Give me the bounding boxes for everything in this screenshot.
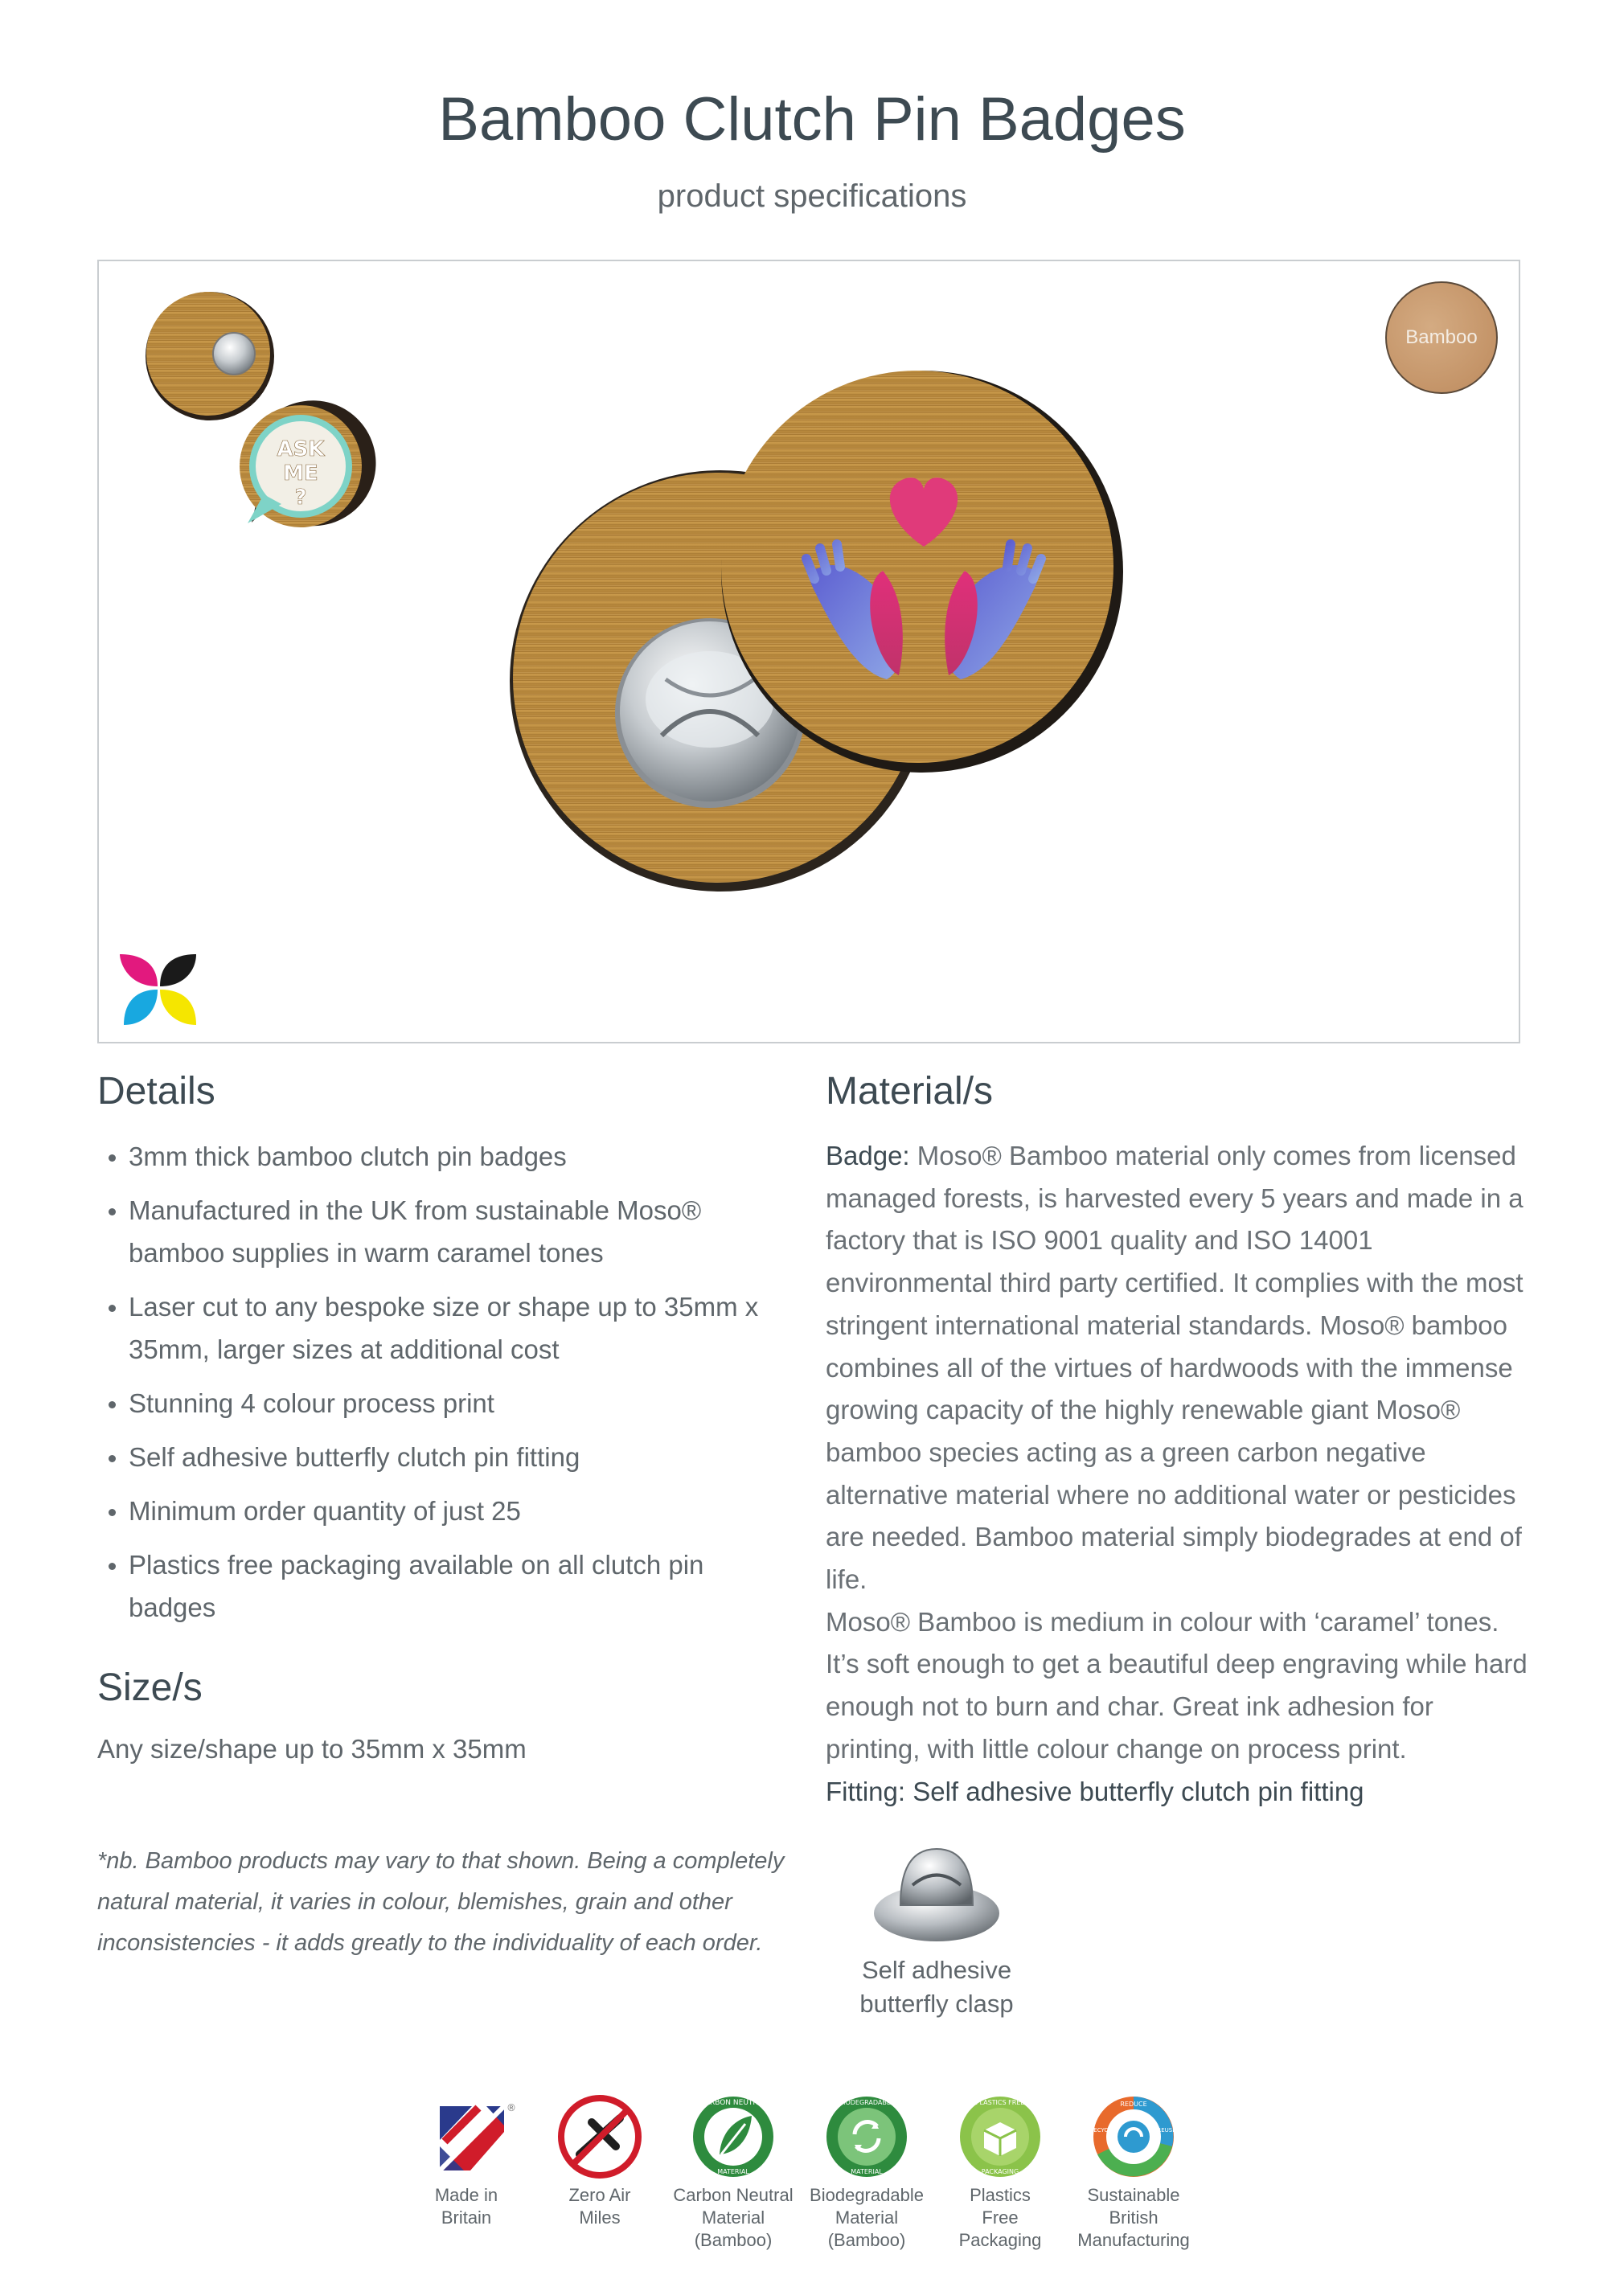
- materials-heading: Material/s: [826, 1070, 994, 1113]
- svg-text:CARBON NEUTRAL: CARBON NEUTRAL: [699, 2099, 767, 2107]
- sustainable-manufacturing-badge: [1061, 2090, 1206, 2250]
- clasp-caption: [828, 1953, 1045, 2021]
- svg-text:®: ®: [506, 2102, 516, 2113]
- material-colour-paragraph: Moso® Bamboo is medium in colour with ‘caramel’ tones. It’s soft enough to get a beautiful deep engraving while hard enough not to burn and char. Great ink adhesion for printing, with little colour change on process print.: [826, 1606, 1528, 1764]
- carbon-neutral-leaf-icon: [689, 2090, 777, 2179]
- svg-text:ASK: ASK: [277, 437, 325, 461]
- svg-text:REDUCE: REDUCE: [1120, 2101, 1147, 2108]
- fitting-label: Fitting:: [826, 1776, 906, 1806]
- certification-icons: [0, 2090, 1608, 2251]
- details-item: Laser cut to any bespoke size or shape up to 35mm x 35mm, larger sizes at additional cost: [97, 1285, 797, 1371]
- badge-label: Badge:: [826, 1141, 910, 1170]
- badge-label: Plastics: [970, 2185, 1031, 2205]
- badge-label: Packaging: [958, 2230, 1042, 2250]
- badge-label: Manufacturing: [1077, 2230, 1190, 2250]
- svg-text:PLASTICS FREE: PLASTICS FREE: [975, 2099, 1025, 2106]
- clasp-caption-line: butterfly clasp: [859, 1990, 1014, 2018]
- material-fitting-paragraph: [826, 1771, 1533, 1814]
- bamboo-material-swatch: Bamboo: [1385, 281, 1498, 394]
- badge-label: Biodegradable: [810, 2185, 924, 2205]
- fitting-description: Self adhesive butterfly clutch pin fitting: [912, 1776, 1364, 1806]
- svg-text:REUSE: REUSE: [1157, 2127, 1176, 2134]
- svg-text:?: ?: [294, 486, 307, 510]
- carbon-neutral-badge: [661, 2090, 806, 2250]
- page-title: Bamboo Clutch Pin Badges: [438, 85, 1186, 154]
- materials-body: [826, 1135, 1533, 1813]
- zero-air-miles-badge: [527, 2090, 672, 2228]
- details-list: [97, 1135, 797, 1640]
- union-flag-icon: [422, 2090, 516, 2179]
- reduce-reuse-recycle-icon: [1089, 2090, 1178, 2179]
- badge-label: Made in: [434, 2185, 498, 2205]
- svg-text:BIODEGRADABLE: BIODEGRADABLE: [839, 2099, 895, 2106]
- badge-label: (Bamboo): [694, 2230, 773, 2250]
- details-item: Manufactured in the UK from sustainable Moso® bamboo supplies in warm caramel tones: [97, 1189, 797, 1274]
- product-photo: [99, 261, 1519, 1042]
- sizes-heading: Size/s: [97, 1666, 203, 1709]
- page-subtitle: product specifications: [657, 178, 967, 214]
- svg-text:MATERIAL: MATERIAL: [851, 2168, 883, 2175]
- badge-label: Sustainable: [1087, 2185, 1180, 2205]
- thumbnail-badges: [146, 292, 376, 527]
- badge-label: Britain: [441, 2207, 492, 2228]
- badge-front: [721, 371, 1123, 773]
- badge-label: Material: [701, 2207, 765, 2228]
- badge-label: Carbon Neutral: [673, 2185, 794, 2205]
- details-item: Plastics free packaging available on all clutch pin badges: [97, 1543, 797, 1629]
- badge-label: Zero Air: [568, 2185, 631, 2205]
- cmyk-print-icon: [120, 954, 196, 1025]
- badge-description: Moso® Bamboo material only comes from licensed managed forests, is harvested every 5 years and made in a factory that is ISO 9001 quality and ISO 14001 environmental third party certified. It complies with the most stringent international material standards. Moso® bamboo combines all of the virtues of hardwoods with the immense growing capacity of the highly renewable giant Moso® bamboo species acting as a green carbon negative alternative material where no additional water or pesticides are needed. Bamboo material simply biodegrades at end of life.: [826, 1141, 1524, 1595]
- butterfly-clasp-image: [868, 1837, 1005, 1949]
- biodegradable-icon: [822, 2090, 911, 2179]
- svg-text:ME: ME: [283, 461, 318, 486]
- details-item: 3mm thick bamboo clutch pin badges: [97, 1135, 797, 1178]
- made-in-britain-badge: [394, 2090, 539, 2228]
- material-badge-paragraph: [826, 1135, 1533, 1601]
- bamboo-variation-note: *nb. Bamboo products may vary to that shown. Being a completely natural material, it varies in colour, blemishes, grain and other inconsistencies - it adds greatly to the individuality of each order.: [97, 1848, 785, 1956]
- sizes-text: Any size/shape up to 35mm x 35mm: [97, 1734, 527, 1764]
- plastics-free-badge: [928, 2090, 1072, 2250]
- badge-label: British: [1109, 2207, 1159, 2228]
- svg-text:RECYCLE: RECYCLE: [1089, 2127, 1115, 2134]
- plastics-free-packaging-icon: [956, 2090, 1044, 2179]
- details-item: Stunning 4 colour process print: [97, 1382, 797, 1424]
- badge-label: Material: [835, 2207, 899, 2228]
- product-hero-image: [97, 260, 1520, 1043]
- details-heading: Details: [97, 1070, 215, 1113]
- no-plane-icon: [556, 2090, 644, 2179]
- details-item: Self adhesive butterfly clutch pin fitting: [97, 1436, 797, 1478]
- details-item: Minimum order quantity of just 25: [97, 1490, 797, 1532]
- svg-text:MATERIAL: MATERIAL: [717, 2168, 749, 2175]
- badge-label: Miles: [579, 2207, 621, 2228]
- svg-text:PACKAGING: PACKAGING: [981, 2168, 1019, 2175]
- badge-label: (Bamboo): [827, 2230, 906, 2250]
- badge-label: Free: [982, 2207, 1019, 2228]
- clasp-caption-line: Self adhesive: [861, 1956, 1012, 1984]
- biodegradable-badge: [794, 2090, 939, 2250]
